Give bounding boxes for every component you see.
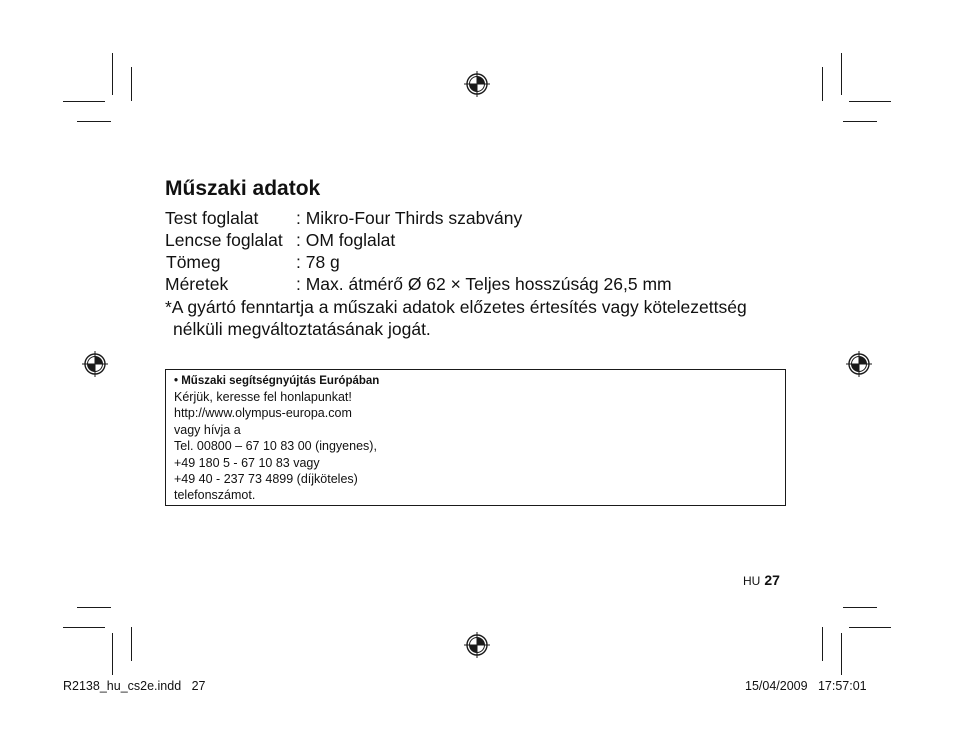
registration-mark-icon xyxy=(846,351,872,377)
crop-mark xyxy=(843,121,877,122)
support-line: Tel. 00800 – 67 10 83 00 (ingyenes), xyxy=(174,439,377,453)
spec-label: Test foglalat xyxy=(165,208,259,228)
crop-mark xyxy=(841,633,842,675)
language-code: HU xyxy=(743,574,761,588)
disclaimer-note: *A gyártó fenntartja a műszaki adatok előzetes értesítés vagy kötelezettség xyxy=(165,297,747,317)
crop-mark xyxy=(131,627,132,661)
crop-mark xyxy=(841,53,842,95)
print-slug-datetime: 15/04/2009 17:57:01 xyxy=(745,679,867,693)
crop-mark xyxy=(112,633,113,675)
support-line: telefonszámot. xyxy=(174,488,256,502)
crop-mark xyxy=(77,607,111,608)
spec-value: : OM foglalat xyxy=(296,230,396,250)
print-slug-filename: R2138_hu_cs2e.indd 27 xyxy=(63,679,206,693)
disclaimer-note: nélküli megváltoztatásának jogát. xyxy=(173,319,431,339)
crop-mark xyxy=(849,627,891,628)
crop-mark xyxy=(822,67,823,101)
spec-value: : Max. átmérő Ø 62 × Teljes hosszúság 26,5 mm xyxy=(296,274,672,294)
support-line: vagy hívja a xyxy=(174,423,241,437)
crop-mark xyxy=(112,53,113,95)
crop-mark xyxy=(77,121,111,122)
registration-mark-icon xyxy=(82,351,108,377)
crop-mark xyxy=(63,101,105,102)
support-heading: • Műszaki segítségnyújtás Európában xyxy=(174,375,380,387)
support-line: Kérjük, keresse fel honlapunkat! xyxy=(174,390,352,404)
page-number-value: 27 xyxy=(764,572,780,588)
support-line: +49 180 5 - 67 10 83 vagy xyxy=(174,456,320,470)
support-line: +49 40 - 237 73 4899 (díjköteles) xyxy=(174,472,358,486)
crop-mark xyxy=(849,101,891,102)
spec-label: Lencse foglalat xyxy=(165,230,283,250)
registration-mark-icon xyxy=(464,71,490,97)
crop-mark xyxy=(843,607,877,608)
crop-mark xyxy=(63,627,105,628)
spec-value: : 78 g xyxy=(296,252,340,272)
page-title: Műszaki adatok xyxy=(165,177,321,200)
spec-label: Méretek xyxy=(165,274,229,294)
support-info-box xyxy=(165,369,786,506)
spec-label: Tömeg xyxy=(166,252,221,272)
registration-mark-icon xyxy=(464,632,490,658)
crop-mark xyxy=(131,67,132,101)
spec-value: : Mikro-Four Thirds szabvány xyxy=(296,208,523,228)
support-line: http://www.olympus-europa.com xyxy=(174,406,352,420)
crop-mark xyxy=(822,627,823,661)
page-number xyxy=(743,572,780,588)
